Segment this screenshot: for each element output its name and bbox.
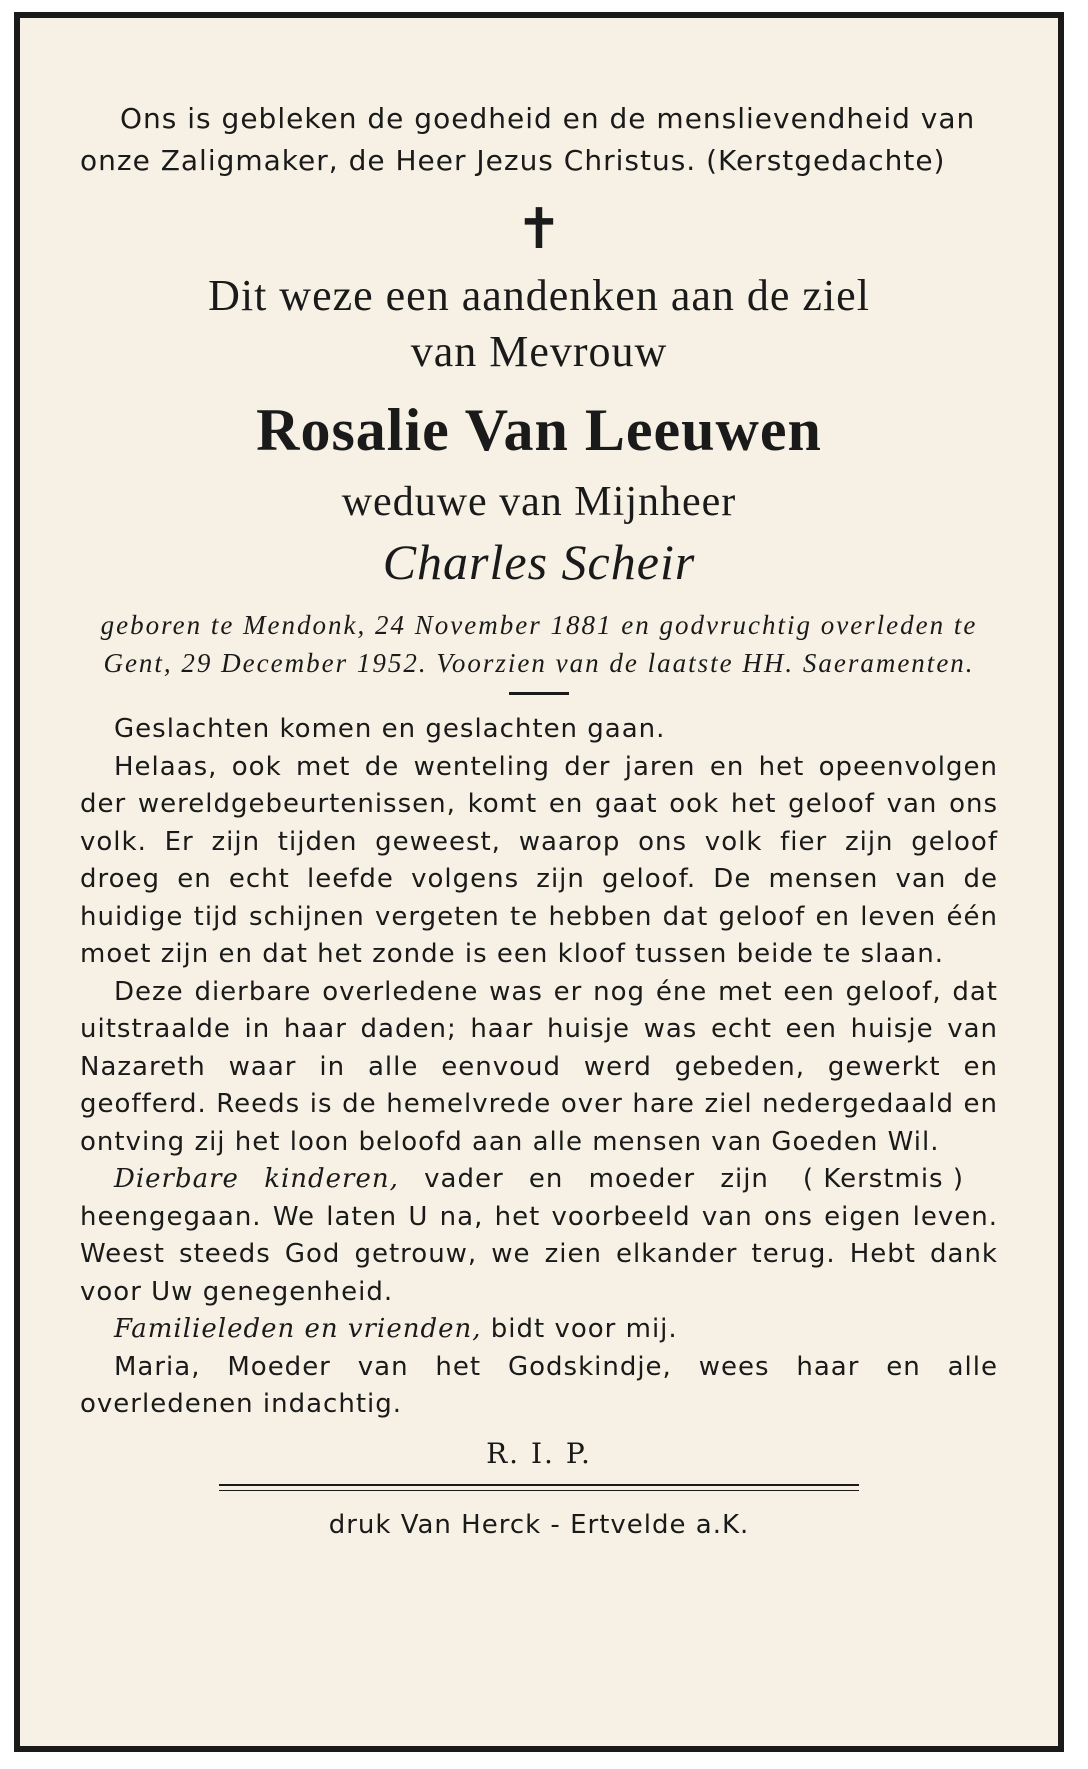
paragraph-prayer: Maria, Moeder van het Godskindje, wees haar en alle overledenen indachtig. <box>80 1351 998 1419</box>
husband-name: Charles Scheir <box>382 534 696 590</box>
paragraph-family <box>80 1311 998 1349</box>
rip: R. I. P. <box>486 1436 592 1470</box>
family-text: bidt voor mij. <box>481 1314 678 1344</box>
intro-line-2: van Mevrouw <box>410 327 668 376</box>
long-divider <box>219 1484 859 1491</box>
motto-line-2: onze Zaligmaker, de Heer Jezus Christus. (Kerstgedachte) <box>80 144 946 177</box>
children-text: vader en moeder zijn heengegaan. We laten U na, het voorbeeld van ons eigen leven. Weest steeds God getrouw, we zien elkander terug. Hebt dank voor Uw genegenheid. <box>80 1164 998 1307</box>
cross-icon: ✝ <box>515 197 563 262</box>
kerstmis-tag: ( Kerstmis ) <box>802 1164 964 1194</box>
short-divider <box>509 692 569 695</box>
motto-line-1: Ons is gebleken de goedheid en de menslievendheid van <box>120 102 976 135</box>
intro-line-1: Dit weze een aandenken aan de ziel <box>208 271 870 320</box>
memorial-card <box>14 12 1064 1752</box>
paragraph-generations: Geslachten komen en geslachten gaan. <box>114 714 666 744</box>
children-address: Dierbare kinderen, <box>114 1164 399 1194</box>
memorial-text <box>80 711 998 1424</box>
printer-credit: druk Van Herck - Ertvelde a.K. <box>328 1509 750 1540</box>
paragraph-faith: Helaas, ook met de wenteling der jaren en het opeenvolgen der wereldgebeurtenissen, komt en gaat ook het geloof van ons volk. Er zijn tijden geweest, waarop ons volk fier zijn geloof droeg en echt leefde volgens zijn geloof. De mensen van de huidige tijd schijnen vergeten te hebben dat geloof en leven één moet zijn en dat het zonde is een kloof tussen beide te slaan. <box>80 751 998 969</box>
deceased-name: Rosalie Van Leeuwen <box>256 397 822 463</box>
birth-death-dates: geboren te Mendonk, 24 November 1881 en godvruchtig overleden te Gent, 29 December 1952. Voorzien van de laatste HH. Saeramenten. <box>100 610 978 678</box>
card-content <box>80 98 998 1545</box>
paragraph-deceased-text: Deze dierbare overledene was er nog éne met een geloof, dat uitstraalde in haar daden; haar huisje was echt een huisje van Nazareth waar in alle eenvoud werd gebeden, gewerkt en geofferd. Reeds is de hemelvrede over hare ziel nedergedaald en ontving zij het loon beloofd aan alle mensen van Goeden Wil. <box>80 976 998 1157</box>
widow-line: weduwe van Mijnheer <box>341 479 737 525</box>
family-address: Familieleden en vrienden, <box>114 1314 482 1344</box>
